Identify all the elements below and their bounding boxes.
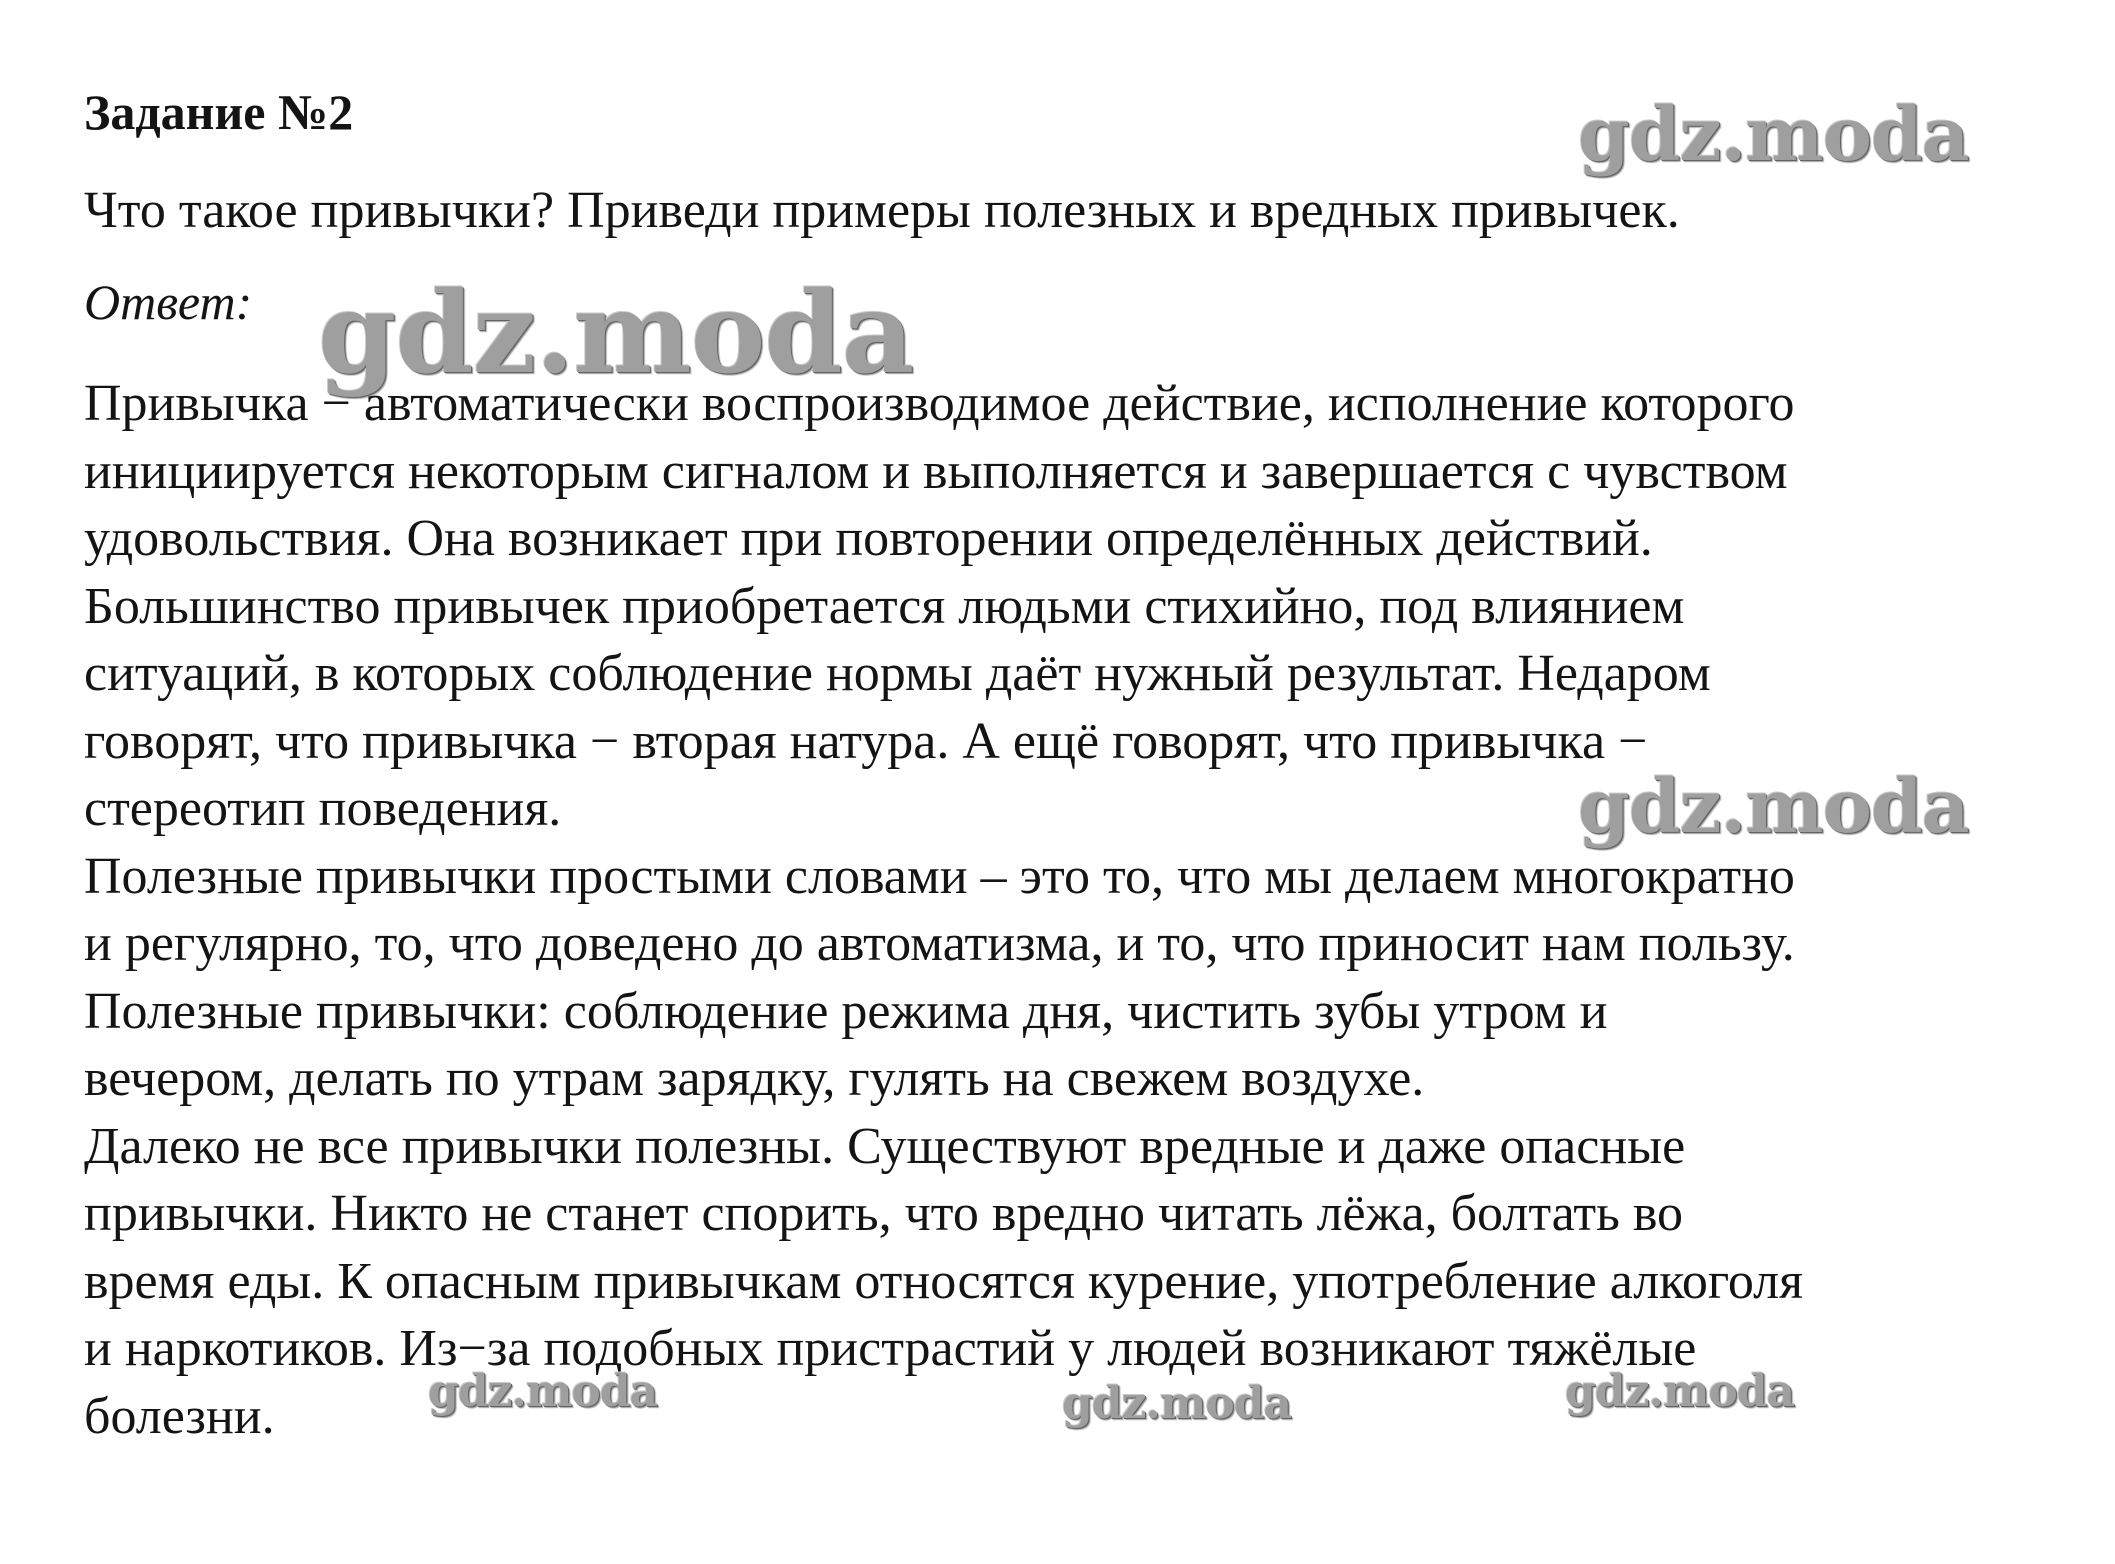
answer-line: болезни. xyxy=(84,1387,275,1445)
answer-line: стереотип поведения. xyxy=(84,780,562,837)
answer-line: Полезные привычки: соблюдение режима дня, чистить зубы утром и xyxy=(84,982,1608,1040)
answer-line: вечером, делать по утрам зарядку, гулять на свежем воздухе. xyxy=(84,1050,1425,1107)
answer-line: Далеко не все привычки полезны. Существуют вредные и даже опасные xyxy=(84,1117,1686,1175)
answer-line: и регулярно, то, что доведено до автоматизма, и то, что приносит нам пользу. xyxy=(84,915,1795,972)
watermark: gdz.moda xyxy=(1578,92,1969,178)
answer-line: инициируется некоторым сигналом и выполняется и завершается с чувством xyxy=(84,442,1788,500)
watermark: gdz.moda xyxy=(428,1366,658,1417)
answer-line: ситуаций, в которых соблюдение нормы даёт нужный результат. Недаром xyxy=(84,645,1711,702)
answer-line: удовольствия. Она возникает при повторении определённых действий. xyxy=(84,510,1653,567)
watermark: gdz.moda xyxy=(1578,764,1969,850)
answer-line: Привычка − автоматически воспроизводимое действие, исполнение которого xyxy=(84,375,1795,432)
watermark: gdz.moda xyxy=(1565,1366,1795,1417)
answer-line: время еды. К опасным привычкам относятся курение, употребление алкоголя xyxy=(84,1252,1804,1310)
answer-line: привычки. Никто не станет спорить, что вредно читать лёжа, болтать во xyxy=(84,1185,1684,1242)
task-title: Задание №2 xyxy=(84,84,354,140)
watermark: gdz.moda xyxy=(1062,1378,1292,1429)
watermark: gdz.moda xyxy=(318,268,914,399)
task-question: Что такое привычки? Приведи примеры полезных и вредных привычек. xyxy=(84,182,1680,239)
answer-line: говорят, что привычка − вторая натура. А ещё говорят, что привычка − xyxy=(84,712,1648,770)
answer-line: и наркотиков. Из−за подобных пристрастий у людей возникают тяжёлые xyxy=(84,1320,1697,1377)
answer-line: Полезные привычки простыми словами – это то, что мы делаем многократно xyxy=(84,847,1795,905)
answer-body xyxy=(84,370,2094,1450)
answer-line: Большинство привычек приобретается людьми стихийно, под влиянием xyxy=(84,577,1685,635)
answer-label: Ответ: xyxy=(84,274,253,330)
